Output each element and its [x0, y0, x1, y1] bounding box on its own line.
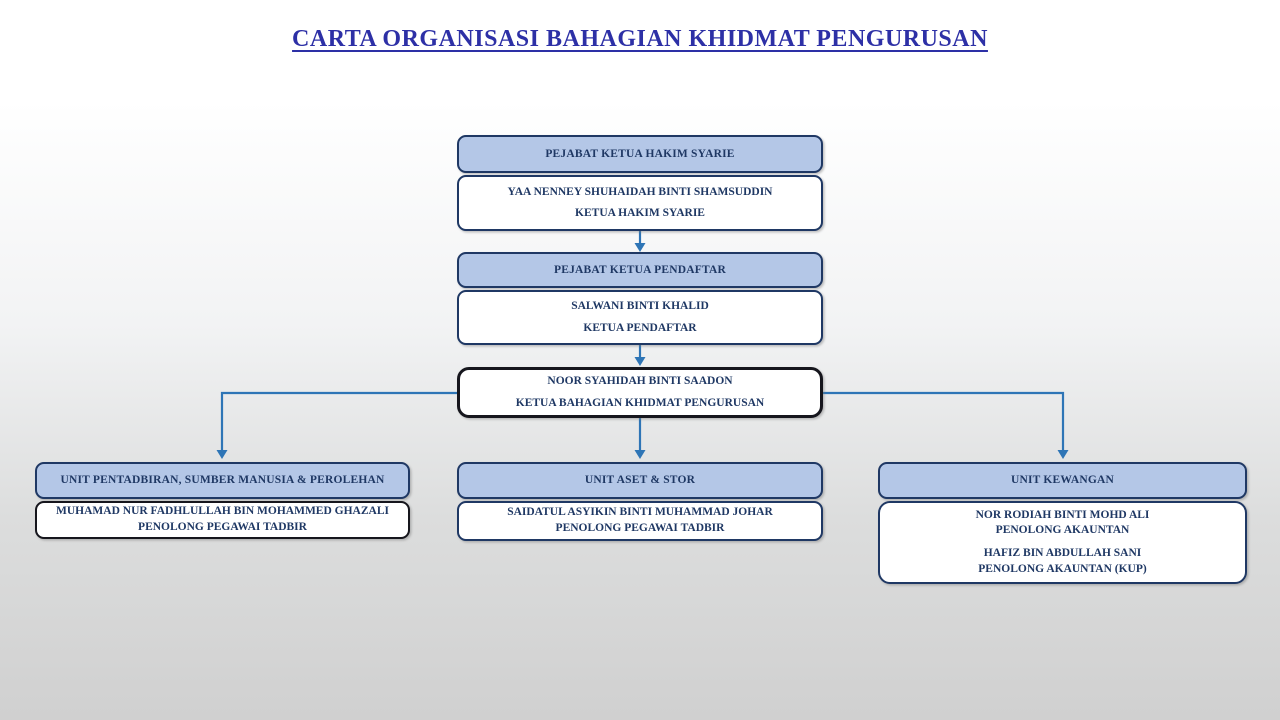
node-pendaftar-body	[457, 290, 823, 345]
node-hakim-syarie-body	[457, 175, 823, 231]
unit-title: UNIT KEWANGAN	[1010, 474, 1115, 487]
person-name: NOR RODIAH BINTI MOHD ALI	[975, 508, 1150, 521]
person-role: KETUA HAKIM SYARIE	[575, 207, 705, 219]
node-pendaftar-header	[457, 252, 823, 288]
person-name: MUHAMAD NUR FADHLULLAH BIN MOHAMMED GHAZALI	[56, 505, 389, 518]
person-role: PENOLONG PEGAWAI TADBIR	[555, 522, 725, 534]
node-unit-aset-stor-header	[457, 462, 823, 499]
node-unit-kewangan-body	[878, 501, 1247, 584]
person-name: SAIDATUL ASYIKIN BINTI MUHAMMAD JOHAR	[507, 506, 773, 519]
node-unit-pentadbiran-header	[35, 462, 410, 499]
node-hakim-syarie-header	[457, 135, 823, 173]
person-name: HAFIZ BIN ABDULLAH SANI	[983, 547, 1142, 559]
node-unit-pentadbiran-body	[35, 501, 410, 539]
person-name: YAA NENNEY SHUHAIDAH BINTI SHAMSUDDIN	[507, 185, 773, 198]
node-pendaftar-title: PEJABAT KETUA PENDAFTAR	[553, 263, 726, 276]
unit-title: UNIT PENTADBIRAN, SUMBER MANUSIA & PEROLEHAN	[60, 474, 385, 487]
page-title: CARTA ORGANISASI BAHAGIAN KHIDMAT PENGURUSAN	[292, 26, 988, 52]
unit-title: UNIT ASET & STOR	[584, 474, 696, 487]
node-unit-kewangan-header	[878, 462, 1247, 499]
person-role: PENOLONG AKAUNTAN (KUP)	[978, 562, 1147, 575]
node-hakim-syarie-title: PEJABAT KETUA HAKIM SYARIE	[545, 147, 735, 160]
node-khidmat-pengurusan	[457, 367, 823, 418]
person-role: KETUA PENDAFTAR	[583, 321, 697, 334]
node-unit-aset-stor-body	[457, 501, 823, 541]
person-name: NOOR SYAHIDAH BINTI SAADON	[547, 375, 733, 388]
person-role: PENOLONG PEGAWAI TADBIR	[138, 521, 307, 533]
person-name: SALWANI BINTI KHALID	[571, 300, 709, 313]
person-role: KETUA BAHAGIAN KHIDMAT PENGURUSAN	[515, 396, 765, 409]
person-role: PENOLONG AKAUNTAN	[995, 524, 1130, 537]
